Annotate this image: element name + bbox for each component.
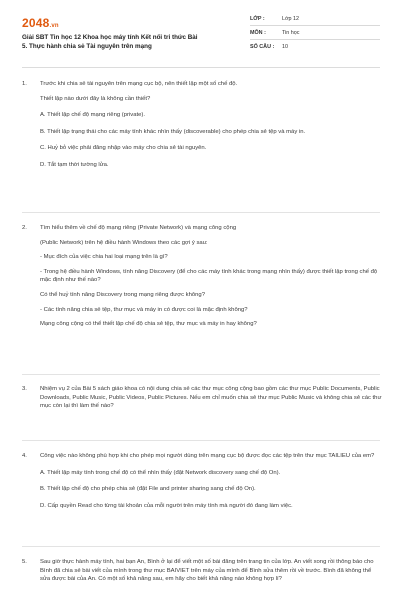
answer-option-b: B. Thiết lập chế độ cho phép chia sẻ (đặt File and printer sharing sang chế độ On). xyxy=(40,486,256,493)
site-logo[interactable] xyxy=(22,16,59,30)
question-4 xyxy=(22,452,382,510)
question-text: Tìm hiểu thêm về chế độ mạng riêng (Private Network) và mạng công cộng xyxy=(40,225,237,231)
logo-sub: .vn xyxy=(49,23,59,29)
answer-option-a: A. Thiết lập máy tính trong chế độ có thể nhìn thấy (đặt Network discovery sang chế độ On). xyxy=(40,469,281,476)
answer-option-a: A. Thiết lập chế độ mạng riêng (private). xyxy=(40,112,145,119)
meta-count-row xyxy=(250,40,380,53)
question-text: Nhiệm vụ 2 của Bài 5 sách giáo khoa có nội dung chia sẻ các thư mục công cộng bao gồm các thư mục Public Documents, Public Downloads, Public Music, Public Videos, Public Pictures. Nếu em chỉ muốn chia sẻ thư mục Public Music và không chia sẻ các thư mục còn lại thì làm thế nào? xyxy=(40,386,382,410)
question-text: Sau giờ thực hành máy tính, hai bạn An, Bình ở lại để viết một số bài đăng trên trang tin của lớp. An viết xong rồi thông báo cho Bình đã chia sẻ bài viết của mình trong thư mục BAIVIET trên máy của mình để Bình sửa thêm rồi về trước. Bình đã không thể sửa được bài của An. Có một số khả năng sau, em hãy cho biết khả năng nào không hợp lí? xyxy=(40,559,374,583)
meta-subject-value: Tin học xyxy=(282,29,300,36)
meta-subject-row xyxy=(250,26,380,40)
answer-option-d: D. Tắt tạm thời tường lửa. xyxy=(40,161,109,168)
meta-count-value: 10 xyxy=(282,43,288,50)
question-5 xyxy=(22,558,382,584)
question-3 xyxy=(22,385,382,411)
question-text: Thiết lập nào dưới đây là không cần thiết? xyxy=(40,95,151,102)
meta-subject-label: MÔN : xyxy=(250,29,266,36)
question-text: - Trong hệ điều hành Windows, tính năng Discovery (để cho các máy tính khác trong mạng nhìn thấy) được thiết lập trong chế độ mặc định như thế nào? xyxy=(40,268,378,284)
document-title xyxy=(22,33,242,51)
question-text: Có thể huỷ tính năng Discovery trong mạng riêng được không? xyxy=(40,291,205,298)
question-1 xyxy=(22,80,382,170)
meta-class-value: Lớp 12 xyxy=(282,15,300,22)
question-2 xyxy=(22,224,382,329)
question-text: - Các tính năng chia sẻ tệp, thư mục và máy in có được coi là mặc định không? xyxy=(40,306,248,313)
answer-option-b: B. Thiết lập trạng thái cho các máy tính khác nhìn thấy (discoverable) cho phép chia sẻ tệp và máy in. xyxy=(40,128,306,135)
question-number: 1. xyxy=(22,81,27,87)
answer-option-d: D. Cấp quyền Read cho từng tài khoản của mỗi người trên máy tính mà người đó đang làm việc. xyxy=(40,502,293,509)
meta-class-label: LỚP : xyxy=(250,15,265,22)
question-text: Trước khi chia sẻ tài nguyên trên mạng cục bộ, nên thiết lập một số chế độ. xyxy=(40,81,238,87)
document-meta xyxy=(250,12,380,53)
question-divider xyxy=(22,440,380,441)
question-text: (Public Network) trên hệ điều hành Windows theo các gợi ý sau: xyxy=(40,239,208,246)
meta-count-label: SỐ CÂU : xyxy=(250,43,275,50)
question-divider xyxy=(22,546,380,547)
question-number: 2. xyxy=(22,225,27,231)
title-line-2: 5. Thực hành chia sẻ Tài nguyên trên mạng xyxy=(22,43,152,50)
question-divider xyxy=(22,212,380,213)
question-number: 5. xyxy=(22,559,27,565)
header-divider xyxy=(22,67,380,68)
question-text: - Mục đích của việc chia hai loại mạng trên là gì? xyxy=(40,254,168,261)
meta-class-row xyxy=(250,12,380,26)
question-text: Mạng công cộng có thể thiết lập chế độ chia sẻ tệp, thư mục và máy in hay không? xyxy=(40,321,257,328)
title-line-1: Giải SBT Tin học 12 Khoa học máy tính Kết nối tri thức Bài xyxy=(22,34,198,41)
logo-main: 2048 xyxy=(22,16,50,30)
question-text: Công việc nào không phù hợp khi cho phép mọi người dùng trên mạng cục bộ được đọc các tệp trên thư mục TAILIEU của em? xyxy=(40,453,375,459)
question-number: 3. xyxy=(22,386,27,392)
answer-option-c: C. Huỷ bỏ việc phải đăng nhập vào máy cho chia sẻ tài nguyên. xyxy=(40,145,207,152)
question-number: 4. xyxy=(22,453,27,459)
question-divider xyxy=(22,374,380,375)
